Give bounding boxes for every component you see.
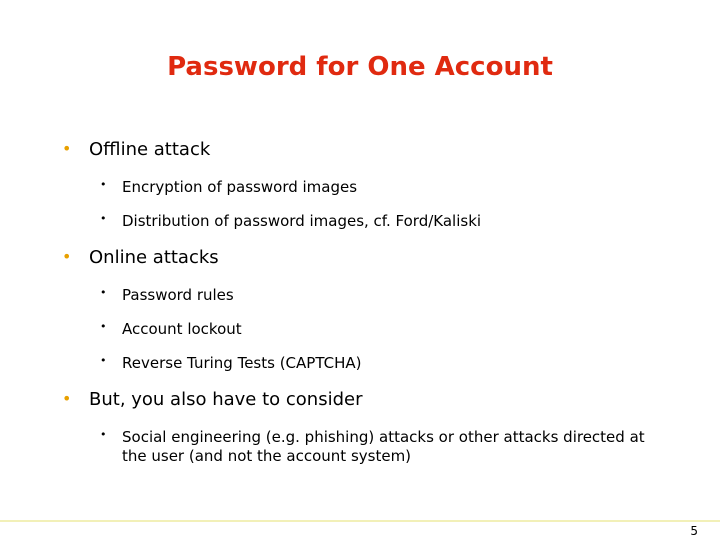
bullet-marker: • [100,286,107,299]
footer-divider [0,520,720,522]
bullet-marker: • [100,320,107,333]
bullet-text: Offline attack [89,139,211,160]
sub-bullet-text: Account lockout [122,320,242,338]
bullet-marker: • [100,212,107,225]
sub-bullet-text: Encryption of password images [122,178,358,196]
bullet-marker: • [100,178,107,191]
sub-bullet-text: Social engineering (e.g. phishing) attacks or other attacks directed at [122,428,645,446]
sub-bullet-text: Password rules [122,286,234,304]
bullet-text: But, you also have to consider [89,389,363,410]
bullet-marker: • [100,354,107,367]
slide-title: Password for One Account [167,52,553,82]
bullet-marker: • [62,139,72,158]
bullet-marker: • [62,247,72,266]
page-number: 5 [690,524,698,538]
sub-bullet-text: Reverse Turing Tests (CAPTCHA) [122,354,362,372]
bullet-text: Online attacks [89,247,219,268]
sub-bullet-text: the user (and not the account system) [122,447,412,465]
bullet-marker: • [62,389,72,408]
sub-bullet-text: Distribution of password images, cf. Ford/Kaliski [122,212,482,230]
bullet-marker: • [100,428,107,441]
